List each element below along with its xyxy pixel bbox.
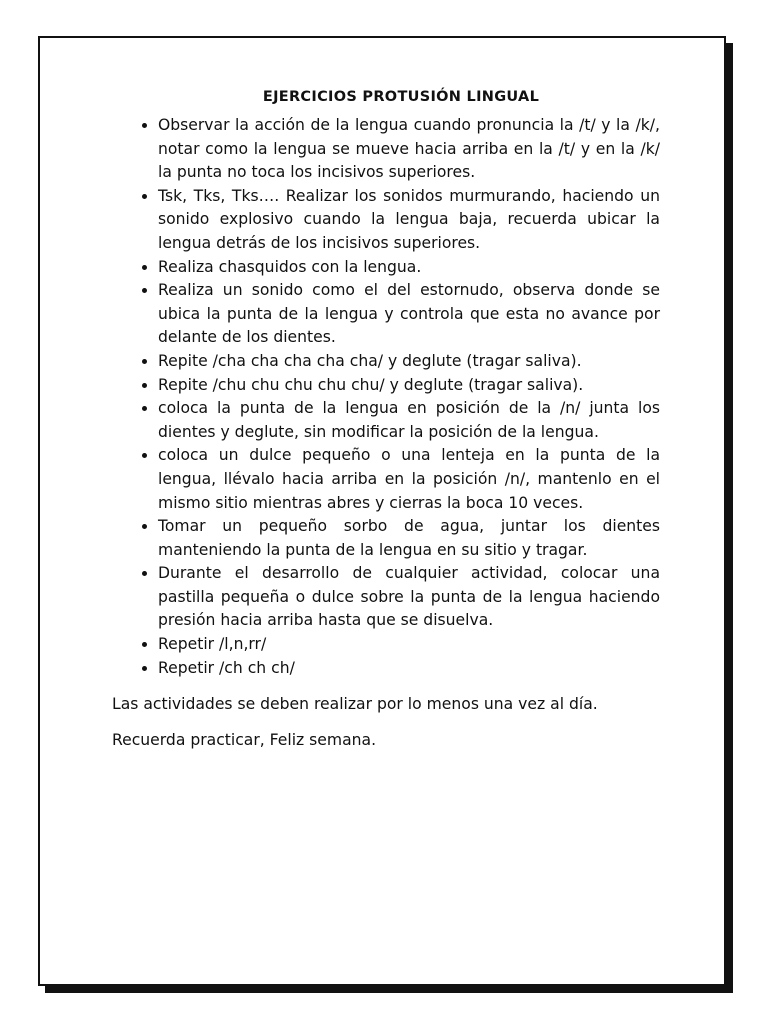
list-item: • coloca la punta de la lengua en posición de la /n/ junta los dientes y deglute, sin modificar la posición de la lengua. (158, 397, 660, 444)
document-content (112, 86, 660, 752)
list-item: • Repetir /l,n,rr/ (158, 633, 660, 657)
list-item: • Realiza chasquidos con la lengua. (158, 256, 660, 280)
list-item: • Repetir /ch ch ch/ (158, 657, 660, 681)
list-item: • Observar la acción de la lengua cuando pronuncia la /t/ y la /k/, notar como la lengua se mueve hacia arriba en la /t/ y en la /k/ la punta no toca los incisivos superiores. (158, 114, 660, 185)
list-item: • Repite /cha cha cha cha cha/ y deglute (tragar saliva). (158, 350, 660, 374)
list-item: • Repite /chu chu chu chu chu/ y deglute (tragar saliva). (158, 374, 660, 398)
list-item: • Tsk, Tks, Tks…. Realizar los sonidos murmurando, haciendo un sonido explosivo cuando la lengua baja, recuerda ubicar la lengua detrás de los incisivos superiores. (158, 185, 660, 256)
exercise-list (112, 114, 660, 680)
page-border-frame (38, 36, 726, 986)
list-item: • Durante el desarrollo de cualquier actividad, colocar una pastilla pequeña o dulce sobre la punta de la lengua haciendo presión hacia arriba hasta que se disuelva. (158, 562, 660, 633)
frequency-note: Las actividades se deben realizar por lo menos una vez al día. (112, 695, 598, 714)
document-title: EJERCICIOS PROTUSIÓN LINGUAL (262, 89, 540, 105)
closing-note: Recuerda practicar, Feliz semana. (112, 731, 377, 750)
list-item: • Realiza un sonido como el del estornudo, observa donde se ubica la punta de la lengua y controla que esta no avance por delante de los dientes. (158, 279, 660, 350)
list-item: • Tomar un pequeño sorbo de agua, juntar los dientes manteniendo la punta de la lengua en su sitio y tragar. (158, 515, 660, 562)
list-item: • coloca un dulce pequeño o una lenteja en la punta de la lengua, llévalo hacia arriba en la posición /n/, mantenlo en el mismo sitio mientras abres y cierras la boca 10 veces. (158, 444, 660, 515)
